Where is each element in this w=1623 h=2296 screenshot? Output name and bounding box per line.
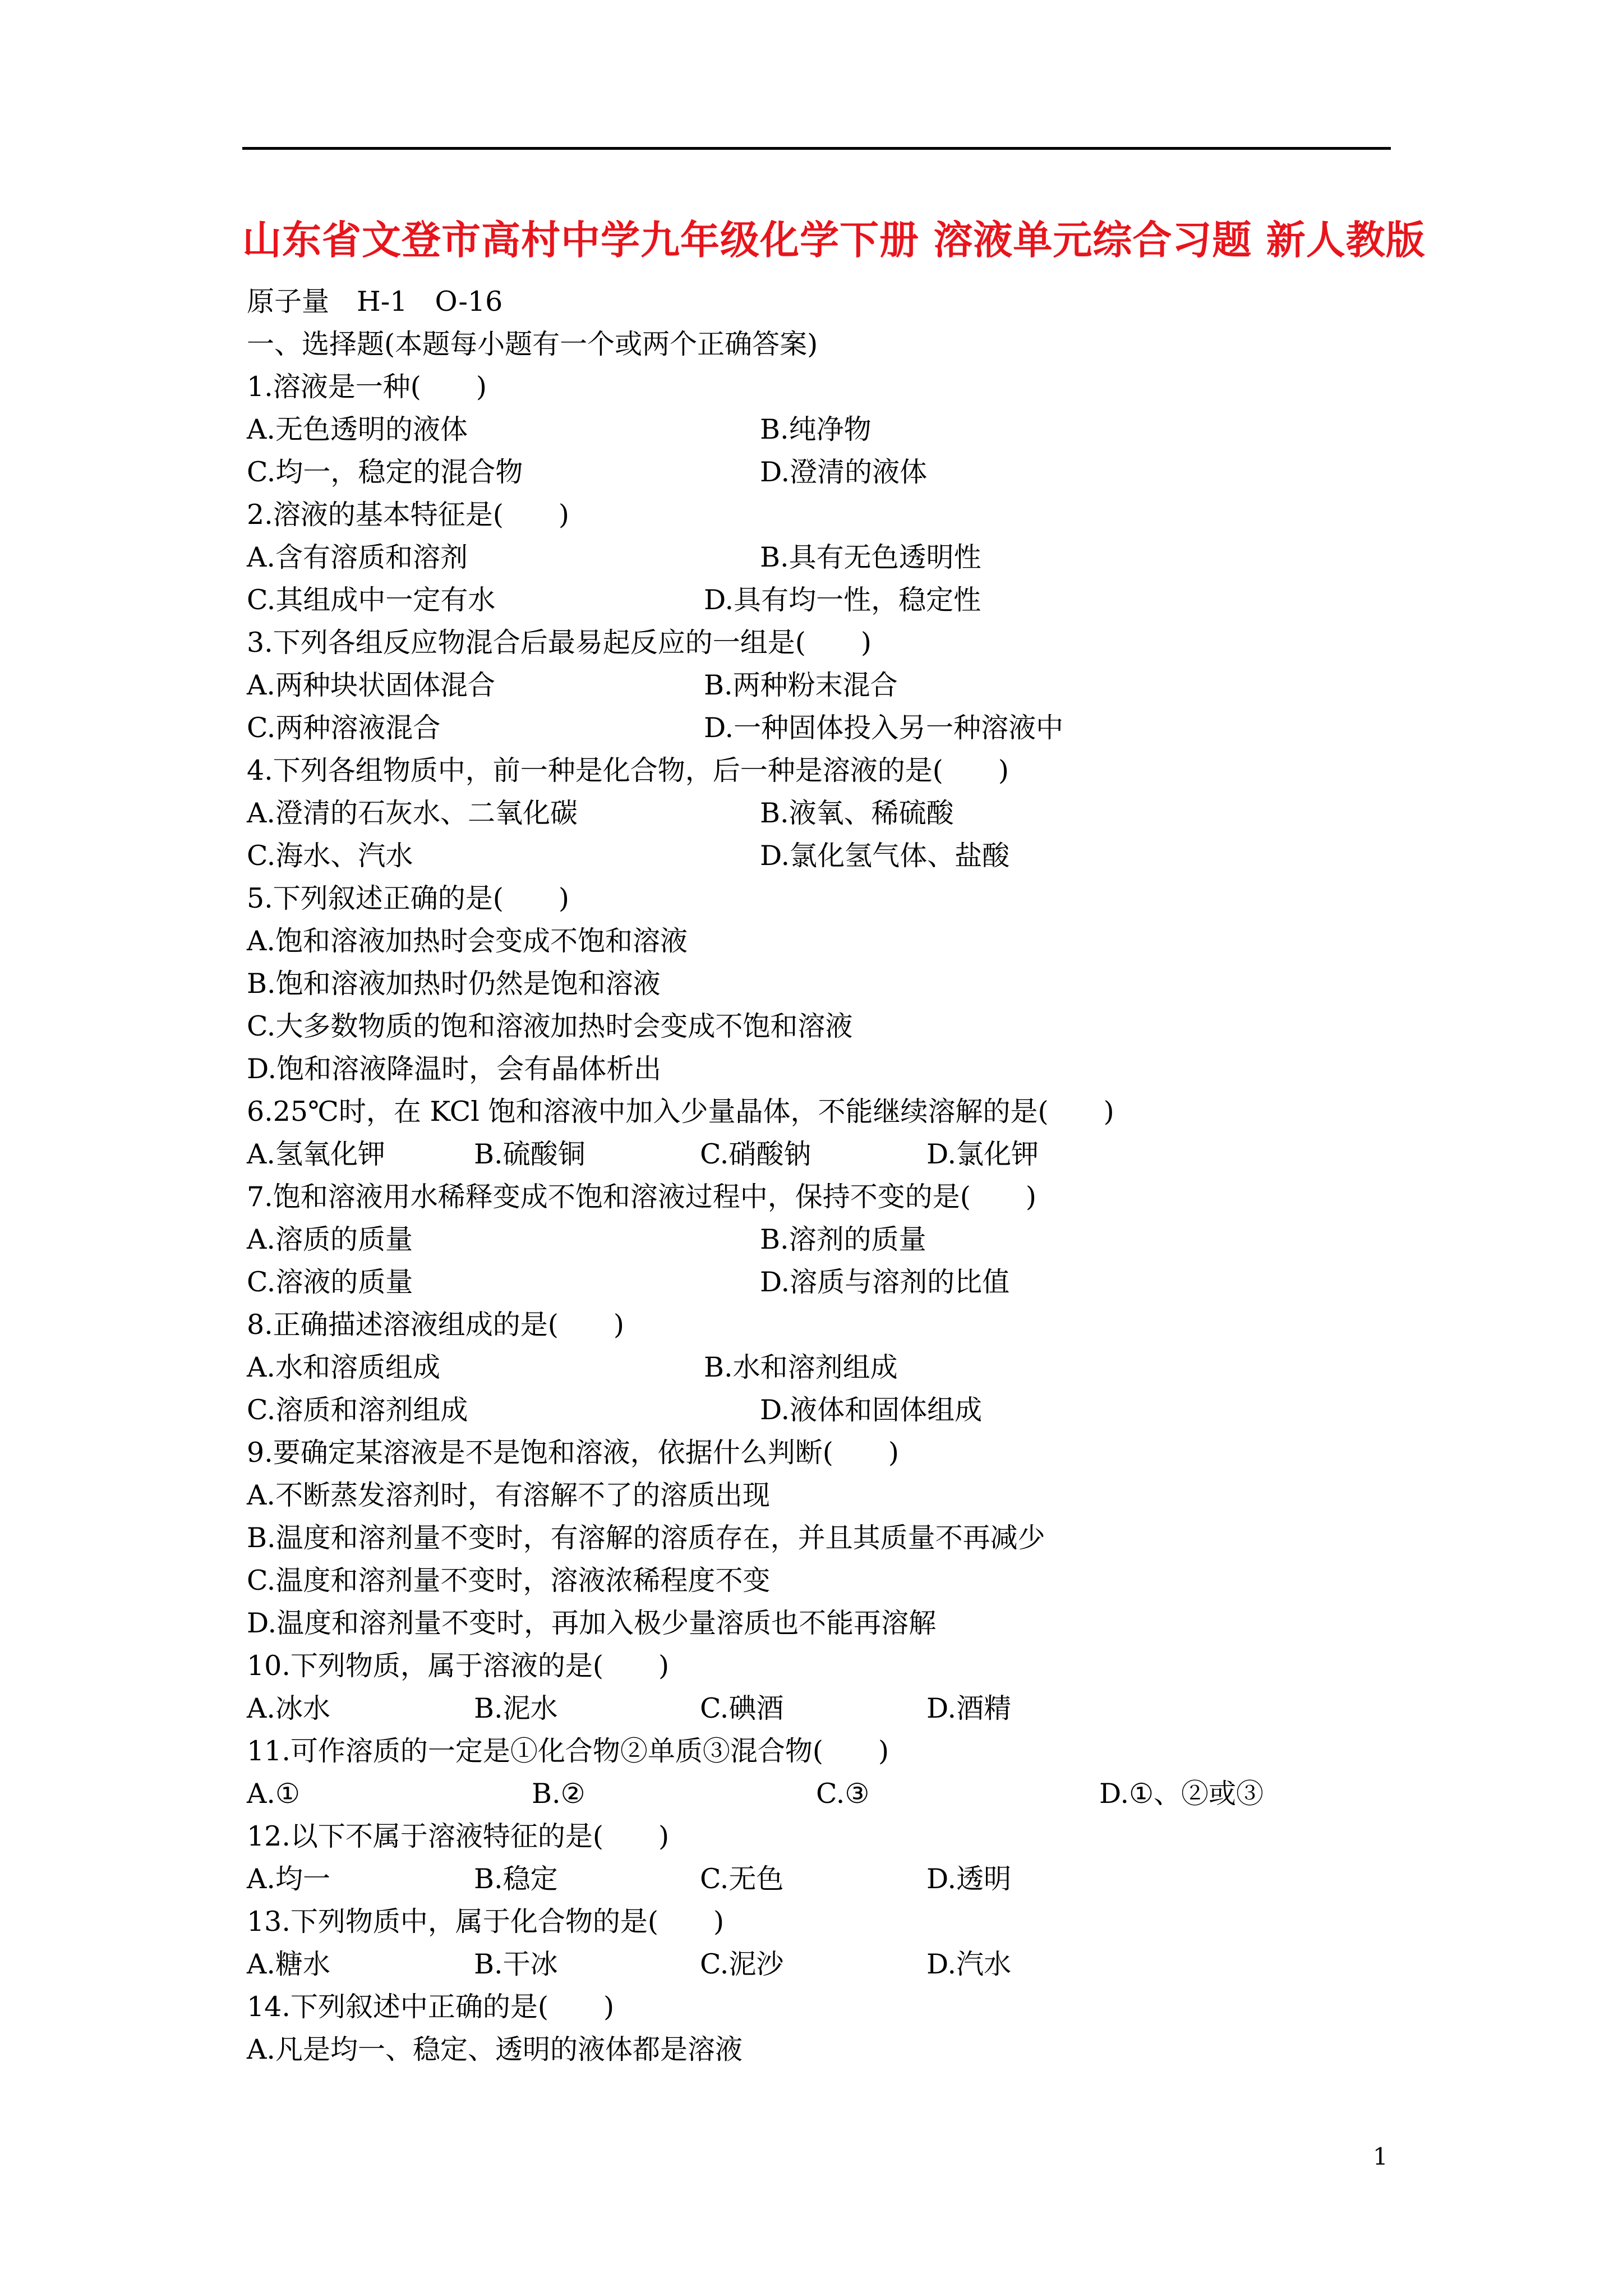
option: C.均一，稳定的混合物 bbox=[247, 456, 523, 488]
question-stem: 14.下列叙述中正确的是( ) bbox=[247, 1991, 615, 2023]
question-stem: 6.25℃时，在 KCl 饱和溶液中加入少量晶体，不能继续溶解的是( ) bbox=[247, 1096, 1114, 1128]
option: A.两种块状固体混合 bbox=[247, 669, 495, 701]
option: A.冰水 bbox=[247, 1692, 330, 1724]
option: D.溶质与溶剂的比值 bbox=[760, 1266, 1010, 1298]
option: B.溶剂的质量 bbox=[760, 1223, 926, 1255]
option: B.纯净物 bbox=[760, 413, 872, 445]
option: A.均一 bbox=[247, 1863, 330, 1895]
option: C.无色 bbox=[700, 1863, 784, 1895]
option: D.一种固体投入另一种溶液中 bbox=[704, 712, 1064, 744]
option: A.水和溶质组成 bbox=[247, 1351, 440, 1383]
page-number: 1 bbox=[1373, 2143, 1388, 2170]
option: B.具有无色透明性 bbox=[760, 541, 981, 573]
option: B.干冰 bbox=[474, 1948, 558, 1980]
question-stem: 11.可作溶质的一定是①化合物②单质③混合物( ) bbox=[247, 1735, 889, 1767]
atomic-mass-line: 原子量 H-1 O-16 bbox=[247, 286, 503, 318]
option: D.酒精 bbox=[926, 1692, 1012, 1724]
question-stem: 7.饱和溶液用水稀释变成不饱和溶液过程中，保持不变的是( ) bbox=[247, 1181, 1036, 1213]
option: D.具有均一性，稳定性 bbox=[704, 584, 981, 616]
option: D.液体和固体组成 bbox=[760, 1394, 983, 1426]
option: C.温度和溶剂量不变时，溶液浓稀程度不变 bbox=[247, 1565, 771, 1596]
option: A.澄清的石灰水、二氧化碳 bbox=[247, 797, 578, 829]
question-stem: 3.下列各组反应物混合后最易起反应的一组是( ) bbox=[247, 627, 872, 659]
question-stem: 10.下列物质，属于溶液的是( ) bbox=[247, 1650, 670, 1682]
option: B.液氧、稀硫酸 bbox=[760, 797, 954, 829]
option: A.不断蒸发溶剂时，有溶解不了的溶质出现 bbox=[247, 1479, 770, 1511]
question-stem: 2.溶液的基本特征是( ) bbox=[247, 499, 569, 531]
option: C.海水、汽水 bbox=[247, 840, 413, 872]
option: A.氢氧化钾 bbox=[247, 1138, 385, 1170]
option: D.澄清的液体 bbox=[760, 456, 928, 488]
option: B.饱和溶液加热时仍然是饱和溶液 bbox=[247, 968, 661, 1000]
question-stem: 12.以下不属于溶液特征的是( ) bbox=[247, 1820, 670, 1852]
option: D.温度和溶剂量不变时，再加入极少量溶质也不能再溶解 bbox=[247, 1607, 937, 1639]
question-stem: 5.下列叙述正确的是( ) bbox=[247, 882, 569, 914]
question-stem: 13.下列物质中，属于化合物的是( ) bbox=[247, 1906, 725, 1938]
option: C.硝酸钠 bbox=[700, 1138, 811, 1170]
option: D.饱和溶液降温时，会有晶体析出 bbox=[247, 1053, 662, 1085]
option: B.② bbox=[532, 1778, 585, 1810]
option: D.汽水 bbox=[926, 1948, 1012, 1980]
option: C.溶液的质量 bbox=[247, 1266, 413, 1298]
question-stem: 8.正确描述溶液组成的是( ) bbox=[247, 1309, 624, 1341]
option: C.碘酒 bbox=[700, 1692, 784, 1724]
option: B.水和溶剂组成 bbox=[704, 1351, 898, 1383]
section-heading: 一、选择题(本题每小题有一个或两个正确答案) bbox=[247, 328, 818, 360]
option: A.糖水 bbox=[247, 1948, 330, 1980]
option: A.溶质的质量 bbox=[247, 1223, 413, 1255]
option: B.硫酸铜 bbox=[474, 1138, 585, 1170]
option: B.温度和溶剂量不变时，有溶解的溶质存在，并且其质量不再减少 bbox=[247, 1522, 1045, 1554]
header-rule bbox=[242, 147, 1391, 150]
option: B.泥水 bbox=[474, 1692, 558, 1724]
page-title: 山东省文登市高村中学九年级化学下册 溶液单元综合习题 新人教版 bbox=[242, 217, 1426, 263]
option: D.氯化氢气体、盐酸 bbox=[760, 840, 1010, 872]
option: A.无色透明的液体 bbox=[247, 413, 468, 445]
question-stem: 9.要确定某溶液是不是饱和溶液，依据什么判断( ) bbox=[247, 1437, 899, 1469]
option: B.稳定 bbox=[474, 1863, 558, 1895]
option: C.两种溶液混合 bbox=[247, 712, 441, 744]
option: B.两种粉末混合 bbox=[704, 669, 898, 701]
option: A.含有溶质和溶剂 bbox=[247, 541, 468, 573]
option: A.凡是均一、稳定、透明的液体都是溶液 bbox=[247, 2033, 743, 2065]
option: C.大多数物质的饱和溶液加热时会变成不饱和溶液 bbox=[247, 1010, 853, 1042]
option: A.饱和溶液加热时会变成不饱和溶液 bbox=[247, 925, 688, 957]
option: A.① bbox=[247, 1778, 300, 1810]
option: C.溶质和溶剂组成 bbox=[247, 1394, 468, 1426]
option: C.③ bbox=[816, 1778, 870, 1810]
question-stem: 4.下列各组物质中，前一种是化合物，后一种是溶液的是( ) bbox=[247, 754, 1009, 786]
option: D.①、②或③ bbox=[1099, 1778, 1264, 1810]
option: C.其组成中一定有水 bbox=[247, 584, 496, 616]
question-stem: 1.溶液是一种( ) bbox=[247, 371, 487, 403]
option: D.透明 bbox=[926, 1863, 1012, 1895]
option: C.泥沙 bbox=[700, 1948, 784, 1980]
option: D.氯化钾 bbox=[926, 1138, 1039, 1170]
